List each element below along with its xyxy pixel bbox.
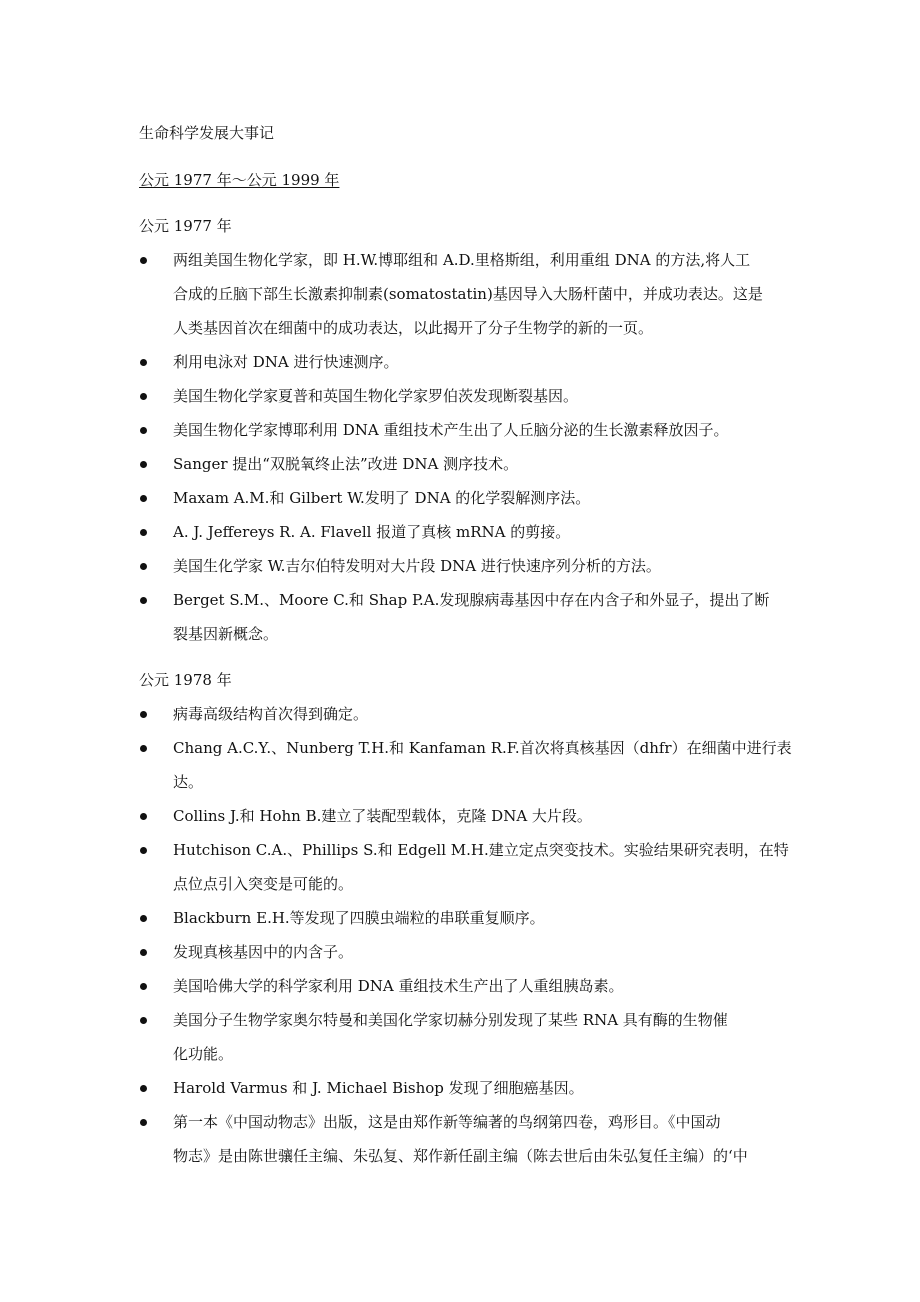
bullet-icon xyxy=(140,915,147,922)
bullet-icon xyxy=(140,1017,147,1024)
list-item-line: 美国生物化学家夏普和英国生物化学家罗伯茨发现断裂基因。 xyxy=(173,387,579,405)
list-item-line: 裂基因新概念。 xyxy=(173,625,279,643)
bullet-icon xyxy=(140,427,147,434)
list-item-line: Maxam A.M.和 Gilbert W.发明了 DNA 的化学裂解测序法。 xyxy=(173,489,591,507)
list-item-line: Sanger 提出“双脱氧终止法”改进 DNA 测序技术。 xyxy=(173,455,519,473)
bullet-icon xyxy=(140,495,147,502)
list-item-line: 点位点引入突变是可能的。 xyxy=(173,875,354,893)
bullet-icon xyxy=(140,359,147,366)
list-item-line: Collins J.和 Hohn B.建立了装配型载体，克隆 DNA 大片段。 xyxy=(173,807,592,825)
list-item-line: A. J. Jeffereys R. A. Flavell 报道了真核 mRNA 的剪接。 xyxy=(173,523,571,541)
document-title: 生命科学发展大事记 xyxy=(139,124,275,142)
list-item-line: 病毒高级结构首次得到确定。 xyxy=(173,705,369,723)
list-item-line: 美国生化学家 W.吉尔伯特发明对大片段 DNA 进行快速序列分析的方法。 xyxy=(173,557,661,575)
bullet-icon xyxy=(140,597,147,604)
list-item-line: 人类基因首次在细菌中的成功表达，以此揭开了分子生物学的新的一页。 xyxy=(173,319,654,337)
list-item-line: Hutchison C.A.、Phillips S.和 Edgell M.H.建立定点突变技术。实验结果研究表明，在特 xyxy=(173,841,789,859)
list-item-line: 美国哈佛大学的科学家利用 DNA 重组技术生产出了人重组胰岛素。 xyxy=(173,977,624,995)
list-item-line: 达。 xyxy=(173,773,204,791)
bullet-icon xyxy=(140,257,147,264)
bullet-icon xyxy=(140,949,147,956)
year-heading: 公元 1977 年 xyxy=(139,217,232,235)
list-item-line: 美国生物化学家博耶利用 DNA 重组技术产生出了人丘脑分泌的生长激素释放因子。 xyxy=(173,421,729,439)
list-item-line: 化功能。 xyxy=(173,1045,234,1063)
bullet-icon xyxy=(140,461,147,468)
bullet-icon xyxy=(140,711,147,718)
list-item-line: 物志》是由陈世骧任主编、朱弘复、郑作新任副主编（陈去世后由朱弘复任主编）的‘中 xyxy=(173,1147,748,1165)
year-heading: 公元 1978 年 xyxy=(139,671,232,689)
bullet-icon xyxy=(140,1085,147,1092)
period-heading: 公元 1977 年～公元 1999 年 xyxy=(139,171,340,189)
bullet-icon xyxy=(140,1119,147,1126)
bullet-icon xyxy=(140,529,147,536)
list-item-line: 利用电泳对 DNA 进行快速测序。 xyxy=(173,353,399,371)
list-item-line: Berget S.M.、Moore C.和 Shap P.A.发现腺病毒基因中存在内含子和外显子，提出了断 xyxy=(173,591,770,609)
bullet-icon xyxy=(140,563,147,570)
bullet-icon xyxy=(140,745,147,752)
bullet-icon xyxy=(140,983,147,990)
bullet-icon xyxy=(140,847,147,854)
bullet-icon xyxy=(140,393,147,400)
list-item-line: Harold Varmus 和 J. Michael Bishop 发现了细胞癌基因。 xyxy=(173,1079,584,1097)
list-item-line: 发现真核基因中的内含子。 xyxy=(173,943,354,961)
list-item-line: Blackburn E.H.等发现了四膜虫端粒的串联重复顺序。 xyxy=(173,909,545,927)
list-item-line: 合成的丘脑下部生长激素抑制素(somatostatin)基因导入大肠杆菌中，并成功表达。这是 xyxy=(173,285,763,303)
list-item-line: 两组美国生物化学家，即 H.W.博耶组和 A.D.里格斯组，利用重组 DNA 的方法,将人工 xyxy=(173,251,751,269)
list-item-line: 美国分子生物学家奥尔特曼和美国化学家切赫分别发现了某些 RNA 具有酶的生物催 xyxy=(173,1011,728,1029)
list-item-line: Chang A.C.Y.、Nunberg T.H.和 Kanfaman R.F.首次将真核基因（dhfr）在细菌中进行表 xyxy=(173,739,792,757)
list-item-line: 第一本《中国动物志》出版，这是由郑作新等编著的鸟纲第四卷，鸡形目。《中国动 xyxy=(173,1113,721,1131)
bullet-icon xyxy=(140,813,147,820)
